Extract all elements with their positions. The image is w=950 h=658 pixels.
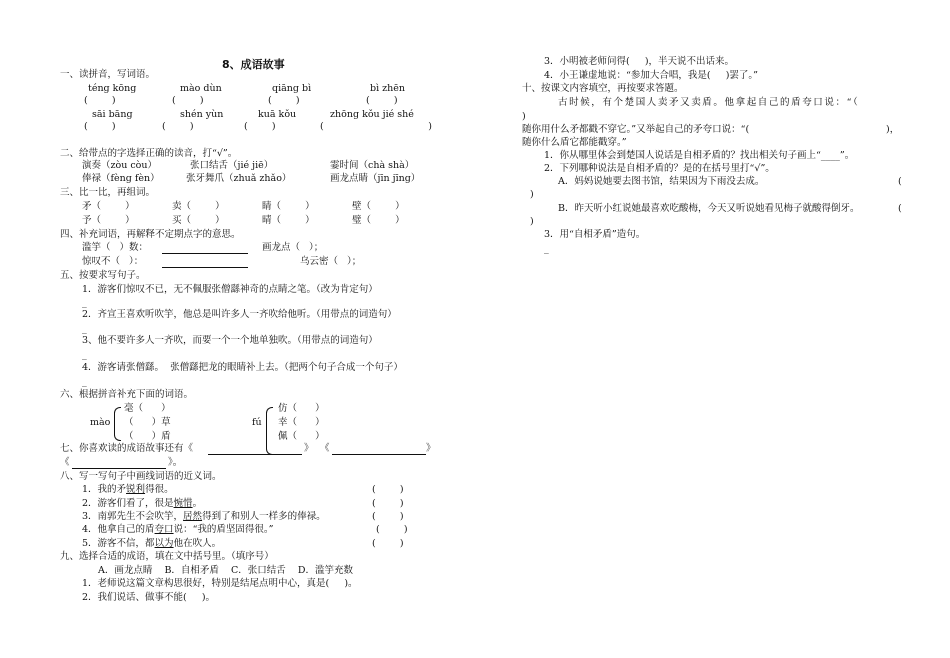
answer-line[interactable]	[162, 253, 248, 254]
answer-paren[interactable]: ( )	[268, 95, 300, 106]
answer-paren-close[interactable]: )	[530, 216, 534, 227]
answer-paren[interactable]: ( )	[372, 538, 404, 549]
answer-paren[interactable]: ( )	[366, 95, 398, 106]
sentence-task: 2．齐宣王喜欢听吹竽，他总是叫许多人一齐吹给他听。（用带点的词造句）	[82, 309, 397, 320]
answer-line[interactable]	[162, 267, 248, 268]
synonym-post: 得到了和别人一样多的俸禄。	[202, 511, 326, 522]
idiom-fill: 乌云密（ ）；	[300, 256, 362, 267]
book-mark: 》	[304, 443, 314, 454]
story-text: 古时候，有个楚国人卖矛又卖盾。他拿起自己的盾夸口说：“（	[558, 97, 860, 108]
pinyin-zhongkoujieshe: zhōng kǒu jié shé	[330, 109, 414, 120]
pinyin-bizhen: bì zhēn	[370, 83, 406, 94]
section-4-heading: 四、补充词语，再解释不定期点字的意思。	[60, 229, 241, 240]
synonym-item	[82, 524, 274, 536]
synonym-post: 说：“我的盾坚固得很。”	[173, 524, 274, 535]
reading-question: 1．你从哪里体会到楚国人说话是自相矛盾的？找出相关句子画上“____”。	[544, 150, 855, 161]
underlined-word: 惋惜	[173, 498, 193, 509]
choice-b: B．昨天听小红说她最喜欢吃酸梅，今天又听说她看见梅子就酸得倒牙。	[558, 203, 860, 214]
choice-a: A．妈妈说她要去图书馆，结果因为下雨没去成。	[558, 176, 765, 187]
brace	[114, 407, 121, 441]
char-compare[interactable]: 睛（ ）	[262, 201, 315, 212]
pinyin-mao: mào	[90, 417, 111, 428]
story-paren-close[interactable]: )	[522, 111, 526, 122]
pinyin-kuakou: kuā kǒu	[258, 109, 297, 120]
answer-paren[interactable]: ( )	[372, 484, 404, 495]
answer-paren-open[interactable]: (	[898, 203, 902, 214]
section-8-heading: 八、写一写句子中画线词语的近义词。	[60, 471, 222, 482]
answer-blank[interactable]: _	[82, 323, 87, 334]
char-compare[interactable]: 卖（ ）	[172, 201, 225, 212]
pinyin-tengkong: téng kōng	[88, 83, 137, 94]
idiom-options: A．画龙点睛 B．自相矛盾 C．张口结舌 D．滥竽充数	[98, 565, 353, 576]
synonym-item	[82, 538, 221, 550]
sentence-task: 1．游客们惊叹不已，无不佩服张僧繇神奇的点睛之笔。（改为肯定句）	[82, 284, 378, 295]
idiom-question: 3．小明被老师问得( )，半天说不出话来。	[544, 56, 735, 67]
mao-word[interactable]: 毫（ ）	[124, 403, 171, 414]
underlined-word: 夸口	[154, 524, 174, 535]
answer-paren[interactable]: ( )	[162, 121, 194, 132]
answer-paren-close[interactable]: )	[530, 189, 534, 200]
page-title: 8、成语故事	[222, 58, 285, 71]
story-text: 随你用什么矛都戳不穿它。”又举起自己的矛夸口说：“(	[522, 124, 750, 135]
idiom-question: 2．我们说话、做事不能( )。	[82, 592, 216, 603]
pinyin-saibang: sāi bāng	[92, 109, 133, 120]
story-paren-close[interactable]: )，	[886, 124, 900, 135]
idiom-fill: 滥竽（ ）数：	[82, 242, 149, 253]
answer-paren[interactable]: ( )	[244, 121, 276, 132]
section-7-heading: 七、你喜欢读的成语故事还有《	[60, 443, 194, 454]
fu-word[interactable]: 佩（ ）	[278, 431, 325, 442]
book-mark: 《	[320, 443, 330, 454]
synonym-pre: 5．游客不信，都	[82, 538, 155, 549]
answer-line[interactable]	[208, 454, 302, 455]
synonym-item	[82, 498, 202, 510]
answer-line[interactable]	[72, 468, 166, 469]
answer-paren[interactable]: ( )	[172, 95, 204, 106]
underlined-word: 居然	[183, 511, 203, 522]
reading-choice[interactable]: 俸禄（fèng fèn）	[82, 173, 160, 184]
fu-word[interactable]: 幸（ ）	[278, 417, 325, 428]
answer-paren[interactable]: ( )	[376, 524, 408, 535]
section-1-heading: 一、读拼音，写词语。	[60, 69, 156, 80]
char-compare[interactable]: 璧（ ）	[352, 215, 405, 226]
pinyin-qiangbi: qiāng bì	[272, 83, 312, 94]
answer-paren[interactable]: ( )	[372, 511, 404, 522]
char-compare[interactable]: 晴（ ）	[262, 215, 315, 226]
section-5-heading: 五、按要求写句子。	[60, 270, 146, 281]
reading-choice[interactable]: 霎时间（chà shà）	[330, 160, 415, 171]
book-mark: 《	[60, 457, 70, 468]
synonym-post: 他在吹人。	[173, 538, 222, 549]
answer-paren[interactable]: ( )	[84, 121, 116, 132]
sentence-task: 3、他不要许多人一齐吹，而要一个一个地单独吹。（用带点的词造句）	[82, 335, 378, 346]
story-text: 随你什么盾它都能戳穿。”	[522, 137, 627, 148]
section-6-heading: 六、根据拼音补充下面的词语。	[60, 389, 194, 400]
mao-word[interactable]: （ ）盾	[124, 431, 171, 442]
book-mark: 》。	[168, 457, 183, 468]
reading-choice[interactable]: 演奏（zòu còu）	[82, 160, 158, 171]
answer-paren-long[interactable]: ( )	[320, 121, 432, 132]
synonym-item	[82, 484, 174, 496]
answer-blank[interactable]: _	[544, 243, 549, 254]
synonym-pre: 4．他拿自己的盾	[82, 524, 155, 535]
answer-blank[interactable]: _	[82, 349, 87, 360]
idiom-question: 1．老师说这篇文章构思很好，特别是结尾点明中心，真是( )。	[82, 578, 358, 589]
underlined-word: 以为	[154, 538, 174, 549]
pinyin-shenyun: shén yùn	[180, 109, 224, 120]
section-10-heading: 十、按课文内容填空，再按要求答题。	[522, 83, 684, 94]
synonym-post: 。	[192, 498, 203, 509]
section-3-heading: 三、比一比，再组词。	[60, 187, 156, 198]
fu-word[interactable]: 仿（ ）	[278, 403, 325, 414]
pinyin-fu: fú	[252, 417, 262, 428]
reading-question: 2．下列哪种说法是自相矛盾的？是的在括号里打“√”。	[544, 163, 775, 174]
reading-choice[interactable]: 张口结舌（jié jiē）	[190, 160, 274, 171]
char-compare[interactable]: 矛（ ）	[82, 201, 135, 212]
idiom-fill: 惊叹不（ ）：	[82, 256, 144, 267]
answer-paren-open[interactable]: (	[898, 176, 902, 187]
idiom-fill: 画龙点（ ）；	[262, 242, 324, 253]
reading-choice[interactable]: 张牙舞爪（zhuǎ zhǎo）	[186, 173, 292, 184]
synonym-pre: 1．我的矛	[82, 484, 127, 495]
brace	[266, 407, 273, 455]
answer-paren[interactable]: ( )	[372, 498, 404, 509]
synonym-pre: 2．游客们看了，很是	[82, 498, 174, 509]
section-2-heading: 二、给带点的字选择正确的读音，打“√”。	[60, 148, 238, 159]
book-mark: 》	[426, 443, 436, 454]
synonym-post: 得很。	[145, 484, 174, 495]
section-9-heading: 九、选择合适的成语，填在文中括号里。（填序号）	[60, 551, 274, 562]
answer-line[interactable]	[332, 454, 426, 455]
answer-paren[interactable]: ( )	[84, 95, 116, 106]
reading-choice[interactable]: 画龙点睛（jīn jīng）	[330, 173, 421, 184]
synonym-pre: 3．南郭先生不会吹竽，	[82, 511, 184, 522]
pinyin-maodun: mào dùn	[180, 83, 222, 94]
char-compare[interactable]: 予（ ）	[82, 215, 135, 226]
synonym-item	[82, 511, 326, 523]
answer-blank[interactable]: _	[82, 297, 87, 308]
char-compare[interactable]: 买（ ）	[172, 215, 225, 226]
answer-blank[interactable]: _	[82, 376, 87, 387]
mao-word[interactable]: （ ）草	[124, 417, 171, 428]
sentence-task: 4．游客请张僧繇。 张僧繇把龙的眼睛补上去。（把两个句子合成一个句子）	[82, 362, 403, 373]
reading-question: 3．用“自相矛盾”造句。	[544, 229, 646, 240]
char-compare[interactable]: 壁（ ）	[352, 201, 405, 212]
underlined-word: 锐利	[126, 484, 146, 495]
idiom-question: 4．小王谦虚地说：“参加大合唱，我是( )罢了。”	[544, 70, 759, 81]
